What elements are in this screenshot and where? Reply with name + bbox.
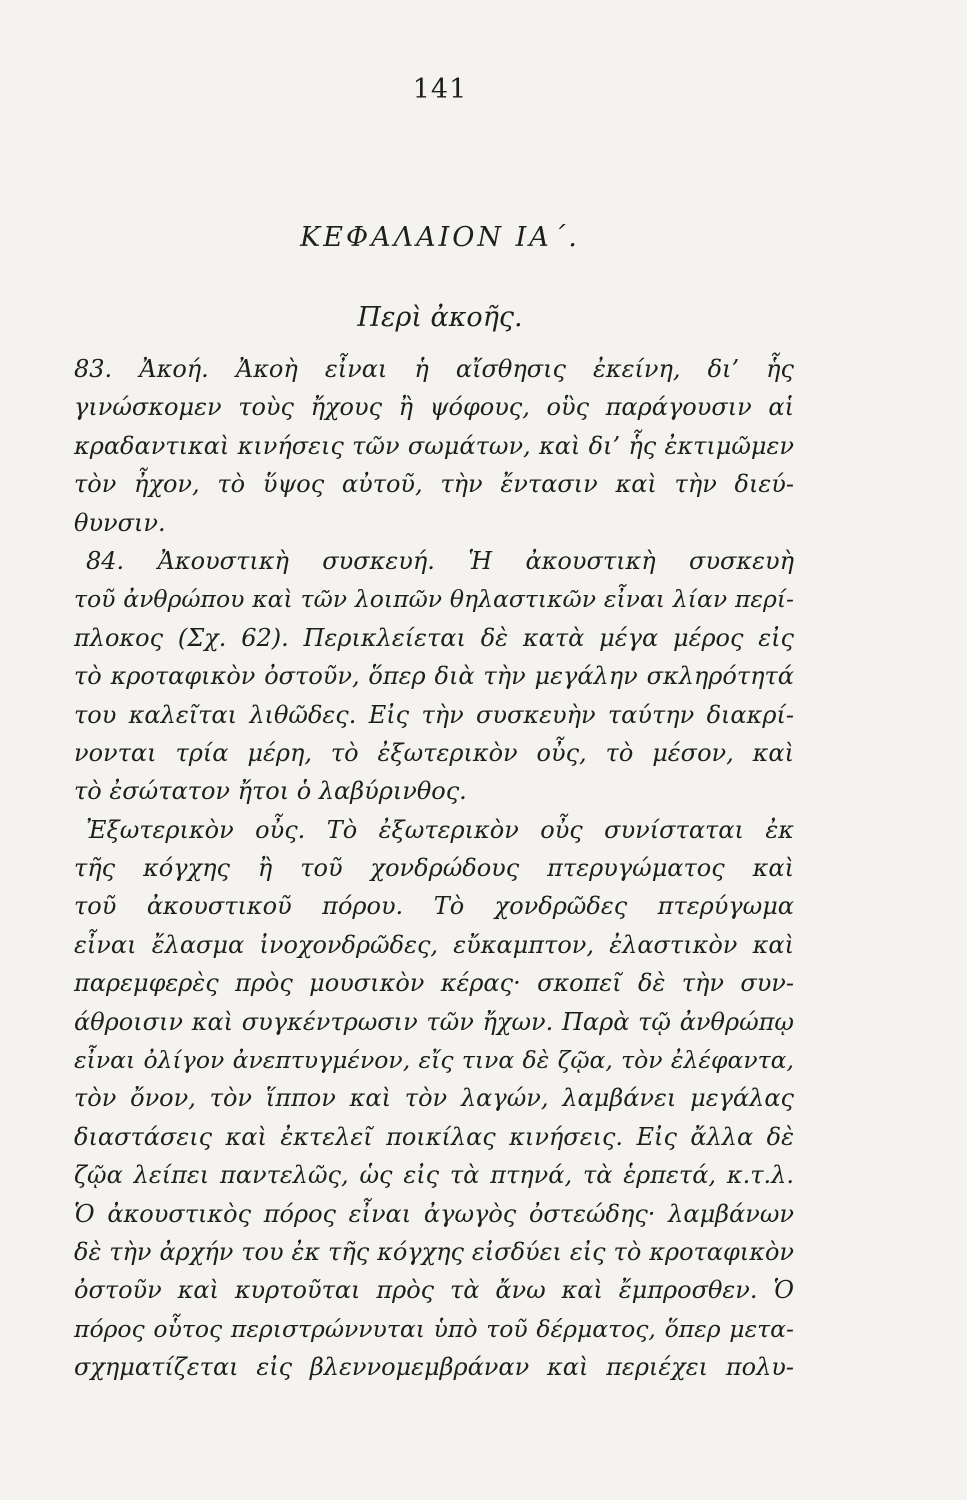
text-line: θυνσιν. <box>74 508 166 537</box>
section-title: Περὶ ἀκοῆς. <box>357 302 523 333</box>
text-line: νονται τρία μέρη, τὸ ἐξωτερικὸν οὖς, τὸ μέσον, καὶ <box>74 738 794 767</box>
text-line: Ἐξωτερικὸν οὖς. Τὸ ἐξωτερικὸν οὖς συνίσταται ἐκ <box>86 815 794 844</box>
text-line: τὸ ἐσώτατον ἤτοι ὁ λαβύρινθος. <box>74 777 467 806</box>
text-line: τοῦ ἀκουστικοῦ πόρου. Τὸ χονδρῶδες πτερύγωμα <box>74 892 794 921</box>
text-line: τὸ κροταφικὸν ὀστοῦν, ὅπερ διὰ τὴν μεγάλην σκληρότητά <box>74 662 794 691</box>
text-line: άθροισιν καὶ συγκέντρωσιν τῶν ἤχων. Παρὰ τῷ ἀνθρώπῳ <box>74 1007 794 1036</box>
text-line: 84. Ἀκουστικὴ συσκευή. Ἡ ἀκουστικὴ συσκευὴ <box>86 546 794 575</box>
text-line: ζῷα λείπει παντελῶς, ὡς εἰς τὰ πτηνά, τὰ ἑρπετά, κ.τ.λ. <box>74 1161 794 1190</box>
page-number: 141 <box>412 74 468 105</box>
text-line: σχηματίζεται εἰς βλεννομεμβράναν καὶ περιέχει πολυ- <box>74 1353 794 1382</box>
text-line: παρεμφερὲς πρὸς μουσικὸν κέρας· σκοπεῖ δὲ τὴν συν- <box>74 969 794 998</box>
text-line: τὸν ἦχον, τὸ ὕψος αὐτοῦ, τὴν ἔντασιν καὶ τὴν διεύ- <box>74 470 794 499</box>
text-line: κραδαντικαὶ κινήσεις τῶν σωμάτων, καὶ δι’ ἧς ἐκτιμῶμεν <box>74 431 794 460</box>
text-line: πλοκος (Σχ. 62). Περικλείεται δὲ κατὰ μέγα μέρος εἰς <box>74 623 794 652</box>
text-line: εἶναι ἔλασμα ἰνοχονδρῶδες, εὔκαμπτον, ἐλαστικὸν καὶ <box>74 930 794 959</box>
text-line: 83. Ἀκοή. Ἀκοὴ εἶναι ἡ αἴσθησις ἐκείνη, δι’ ἧς <box>74 355 794 383</box>
text-line: τὸν ὄνον, τὸν ἵππον καὶ τὸν λαγών, λαμβάνει μεγάλας <box>74 1084 794 1113</box>
text-line: γινώσκομεν τοὺς ἤχους ἢ ψόφους, οὓς παράγουσιν αἱ <box>74 393 794 422</box>
text-line: τῆς κόγχης ἢ τοῦ χονδρώδους πτερυγώματος καὶ <box>74 854 794 883</box>
text-line: του καλεῖται λιθῶδες. Εἰς τὴν συσκευὴν ταύτην διακρί- <box>74 700 794 729</box>
text-line: διαστάσεις καὶ ἐκτελεῖ ποικίλας κινήσεις. Εἰς ἄλλα δὲ <box>74 1122 794 1151</box>
text-line: πόρος οὗτος περιστρώννυται ὑπὸ τοῦ δέρματος, ὅπερ μετα- <box>74 1314 794 1343</box>
text-line: τοῦ ἀνθρώπου καὶ τῶν λοιπῶν θηλαστικῶν εἶναι λίαν περί- <box>74 585 794 614</box>
chapter-title: ΚΕΦΑΛΑΙΟΝ ΙΑ΄. <box>300 222 580 253</box>
text-line: Ὁ ἀκουστικὸς πόρος εἶναι ἀγωγὸς ὀστεώδης· λαμβάνων <box>74 1199 794 1228</box>
text-line: εἶναι ὀλίγον ἀνεπτυγμένον, εἴς τινα δὲ ζῷα, τὸν ἐλέφαντα, <box>74 1046 794 1075</box>
body-text <box>74 350 794 1387</box>
text-line: δὲ τὴν ἀρχήν του ἐκ τῆς κόγχης εἰσδύει εἰς τὸ κροταφικὸν <box>74 1237 794 1266</box>
text-line: ὀστοῦν καὶ κυρτοῦται πρὸς τὰ ἄνω καὶ ἔμπροσθεν. Ὁ <box>74 1276 794 1305</box>
